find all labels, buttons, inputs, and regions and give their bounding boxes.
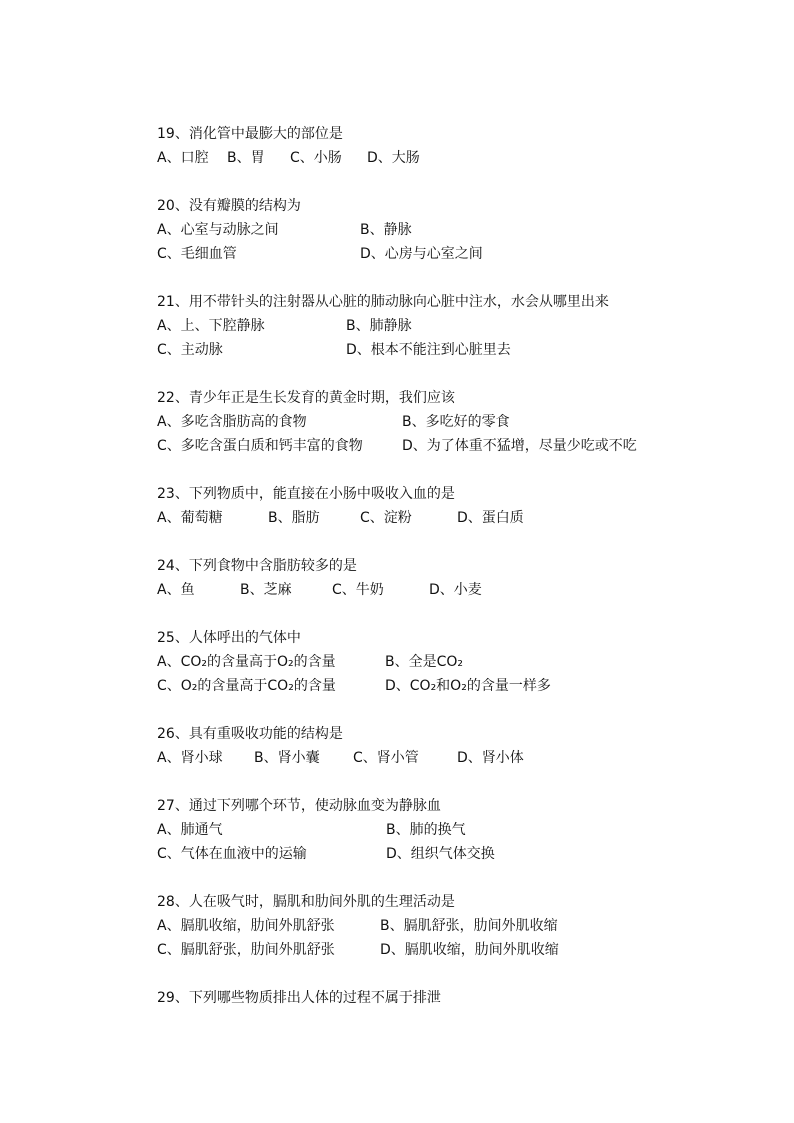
option-d: D、大肠: [367, 150, 420, 166]
options-row: [157, 434, 717, 458]
question-text: 、下列哪些物质排出人体的过程不属于排泄: [174, 990, 441, 1006]
option-d: D、蛋白质: [457, 510, 524, 526]
options-row: [157, 242, 717, 266]
question-text: 、用不带针头的注射器从心脏的肺动脉向心脏中注水，水会从哪里出来: [174, 294, 609, 310]
question-number: 26: [157, 726, 175, 742]
question-stem: [157, 290, 717, 314]
option-b: B、脂肪: [268, 510, 320, 526]
option-a: A、肺通气: [157, 822, 223, 838]
question-number: 29: [157, 990, 175, 1006]
question-number: 28: [157, 894, 175, 910]
question-text: 、人体呼出的气体中: [174, 630, 301, 646]
option-c: C、多吃含蛋白质和钙丰富的食物: [157, 438, 363, 454]
option-b: B、多吃好的零食: [402, 414, 510, 430]
question-19: [157, 122, 717, 170]
option-a: A、上、下腔静脉: [157, 318, 265, 334]
question-stem: [157, 986, 717, 1010]
question-28: [157, 890, 717, 962]
options-row: [157, 914, 717, 938]
option-a: A、多吃含脂肪高的食物: [157, 414, 307, 430]
option-a: A、膈肌收缩，肋间外肌舒张: [157, 918, 335, 934]
option-d: D、CO₂和O₂的含量一样多: [385, 678, 551, 694]
option-d: D、根本不能注到心脏里去: [346, 342, 511, 358]
option-d: D、心房与心室之间: [360, 246, 483, 262]
option-c: C、肾小管: [353, 750, 419, 766]
question-stem: [157, 890, 717, 914]
option-a: A、CO₂的含量高于O₂的含量: [157, 654, 336, 670]
option-a: A、口腔: [157, 150, 209, 166]
option-a: A、心室与动脉之间: [157, 222, 279, 238]
options-row: [157, 506, 717, 530]
option-b: B、静脉: [360, 222, 412, 238]
option-b: B、肺的换气: [386, 822, 466, 838]
option-d: D、组织气体交换: [386, 846, 495, 862]
question-stem: [157, 626, 717, 650]
question-26: [157, 722, 717, 770]
question-text: 、下列食物中含脂肪较多的是: [174, 558, 357, 574]
question-stem: [157, 554, 717, 578]
question-stem: [157, 722, 717, 746]
question-text: 、通过下列哪个环节，使动脉血变为静脉血: [174, 798, 441, 814]
question-number: 20: [157, 198, 175, 214]
options-row: [157, 314, 717, 338]
option-c: C、毛细血管: [157, 246, 237, 262]
question-number: 21: [157, 294, 175, 310]
option-b: B、肺静脉: [346, 318, 412, 334]
question-number: 22: [157, 390, 175, 406]
question-stem: [157, 194, 717, 218]
options-row: [157, 218, 717, 242]
question-27: [157, 794, 717, 866]
question-number: 19: [157, 126, 175, 142]
option-b: B、膈肌舒张，肋间外肌收缩: [380, 918, 558, 934]
options-row: [157, 578, 717, 602]
question-number: 23: [157, 486, 175, 502]
options-row: [157, 842, 717, 866]
option-a: A、葡萄糖: [157, 510, 223, 526]
question-23: [157, 482, 717, 530]
option-d: D、膈肌收缩，肋间外肌收缩: [380, 942, 559, 958]
question-text: 、具有重吸收功能的结构是: [174, 726, 343, 742]
question-25: [157, 626, 717, 698]
question-text: 、没有瓣膜的结构为: [174, 198, 301, 214]
options-row: [157, 650, 717, 674]
question-stem: [157, 386, 717, 410]
question-text: 、青少年正是生长发育的黄金时期，我们应该: [174, 390, 455, 406]
question-stem: [157, 122, 717, 146]
question-text: 、下列物质中，能直接在小肠中吸收入血的是: [174, 486, 455, 502]
option-c: C、牛奶: [332, 582, 384, 598]
question-stem: [157, 482, 717, 506]
question-text: 、消化管中最膨大的部位是: [174, 126, 343, 142]
option-c: C、小肠: [290, 150, 342, 166]
option-b: B、肾小囊: [254, 750, 320, 766]
question-21: [157, 290, 717, 362]
question-stem: [157, 794, 717, 818]
options-row: [157, 746, 717, 770]
question-number: 27: [157, 798, 175, 814]
options-row: [157, 674, 717, 698]
options-row: [157, 410, 717, 434]
option-d: D、小麦: [429, 582, 482, 598]
option-c: C、淀粉: [360, 510, 412, 526]
question-number: 24: [157, 558, 175, 574]
option-c: C、膈肌舒张，肋间外肌舒张: [157, 942, 335, 958]
option-d: D、为了体重不猛增，尽量少吃或不吃: [402, 438, 637, 454]
question-29: [157, 986, 717, 1010]
option-b: B、胃: [227, 150, 265, 166]
question-20: [157, 194, 717, 266]
option-b: B、芝麻: [240, 582, 292, 598]
option-b: B、全是CO₂: [385, 654, 464, 670]
options-row: [157, 338, 717, 362]
question-24: [157, 554, 717, 602]
options-row: [157, 146, 717, 170]
option-a: A、肾小球: [157, 750, 223, 766]
option-c: C、主动脉: [157, 342, 223, 358]
options-row: [157, 938, 717, 962]
option-c: C、O₂的含量高于CO₂的含量: [157, 678, 336, 694]
option-a: A、鱼: [157, 582, 195, 598]
question-22: [157, 386, 717, 458]
question-text: 、人在吸气时，膈肌和肋间外肌的生理活动是: [174, 894, 455, 910]
option-c: C、气体在血液中的运输: [157, 846, 307, 862]
question-number: 25: [157, 630, 175, 646]
options-row: [157, 818, 717, 842]
option-d: D、肾小体: [457, 750, 524, 766]
